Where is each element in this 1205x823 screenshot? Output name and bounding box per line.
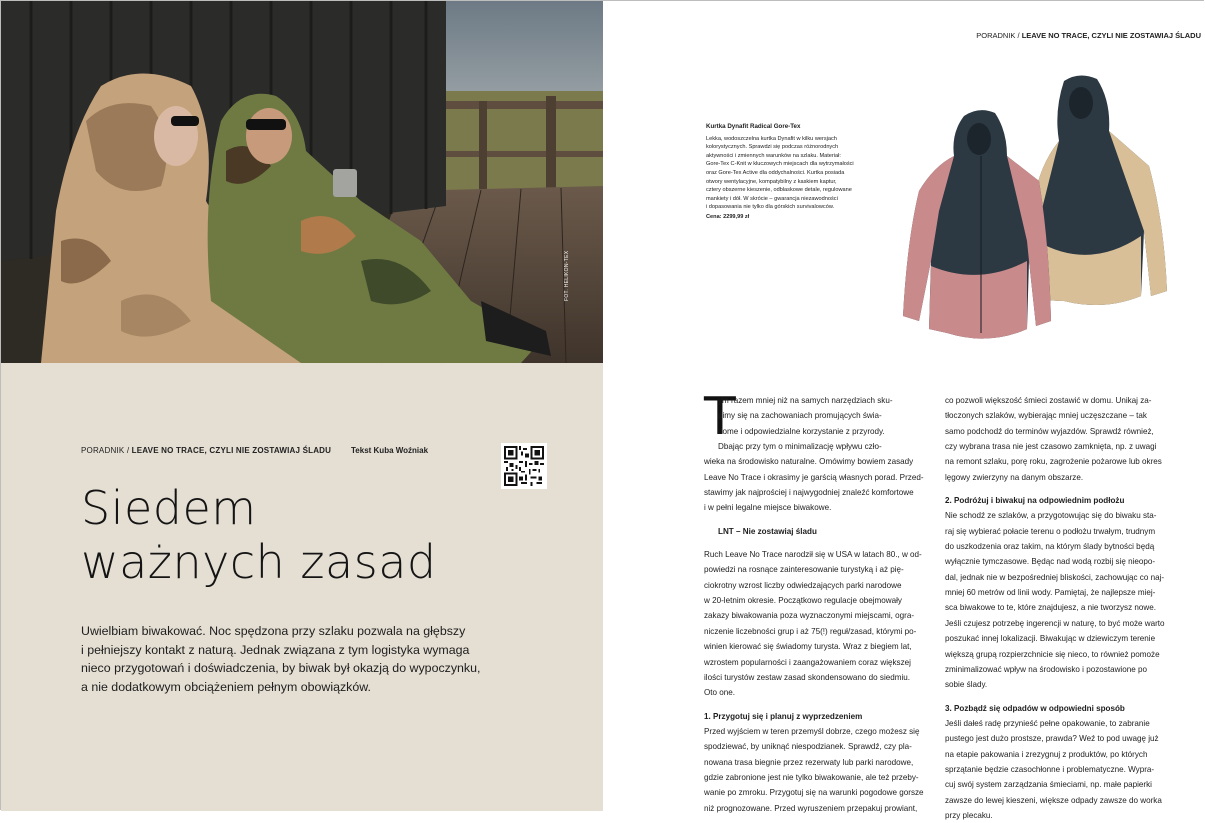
body-text-line: na remont szlaku, porę roku, zagrożenie pożarowe lub okres xyxy=(945,457,1162,467)
paragraph-gap xyxy=(945,693,1175,701)
article-lead xyxy=(81,622,521,696)
body-text-line: przy plecaku. xyxy=(945,810,993,820)
article-column-1 xyxy=(704,387,934,816)
body-text-line: w 20-letnim okresie. Początkowo regulacje obejmowały xyxy=(704,596,902,606)
kicker-section: PORADNIK xyxy=(81,446,125,455)
author-byline: Tekst Kuba Woźniak xyxy=(351,446,429,455)
section-heading: LNT – Nie zostawiaj śladu xyxy=(718,526,817,536)
lead-line: i pełniejszy kontakt z naturą. Jednak związana z tym logistyka wymaga xyxy=(81,642,470,657)
qr-code-icon xyxy=(504,446,544,486)
body-text-line: gdzie zabronione jest nie tylko biwakowanie, ale też przeby- xyxy=(704,772,919,782)
body-text-line: co pozwoli większość śmieci zostawić w domu. Unikaj za- xyxy=(945,396,1152,405)
body-text-line: lęgowy zwierzyny na danym obszarze. xyxy=(945,472,1084,482)
body-text-line: stawimy jak najprościej i najwygodniej znaleźć komfortowe xyxy=(704,488,914,498)
body-text-line: wieka na środowisko naturalne. Omówimy bowiem zasady xyxy=(704,457,914,467)
left-page xyxy=(1,1,603,811)
article-column-2 xyxy=(945,393,1175,823)
body-text-line: ciokrotny wzrost liczby odwiedzających parki narodowe xyxy=(704,580,902,590)
product-desc-line: i dopasowania nie tylko dla górskich survivalowców. xyxy=(706,204,835,211)
body-text-line: wzrostem popularności i zaangażowaniem coraz większej xyxy=(704,657,911,667)
lead-line: Uwielbiam biwakować. Noc spędzona przy szlaku pozwala na głębszy xyxy=(81,624,466,638)
paragraph-gap xyxy=(704,701,934,709)
product-desc-line: Lekka, wodoszczelna kurtka Dynafit w kilku wersjach xyxy=(706,135,837,142)
body-text-line: sca biwakowe to te, które znajdujesz, a nie tworzysz nowe. xyxy=(945,603,1156,613)
product-title: Kurtka Dynafit Radical Gore-Tex xyxy=(706,123,801,130)
section-heading: 1. Przygotuj się i planuj z wyprzedzeniem xyxy=(704,711,863,721)
section-kicker xyxy=(81,446,331,455)
body-text-line: dome i odpowiedzialne korzystanie z przyrody. xyxy=(718,426,885,436)
body-text-line: poszukać innej lokalizacji. Biwakując w dziewiczym terenie xyxy=(945,634,1156,644)
body-text-line: Leave No Trace i okrasimy je garścią własnych porad. Przed- xyxy=(704,472,924,482)
kicker-separator: / xyxy=(124,446,132,455)
body-text-line: do uszkodzenia oraz takim, na którym ślady bytności będą xyxy=(945,542,1155,552)
kicker-topic: LEAVE NO TRACE, CZYLI NIE ZOSTAWIAJ ŚLADU xyxy=(131,446,332,455)
jacket-front xyxy=(903,110,1051,339)
body-text-line: nowana trasa biegnie przez rezerwaty lub parki narodowe, xyxy=(704,757,914,767)
body-text-line: cuj swój system zarządzania śmieciami, np. małe papierki xyxy=(945,780,1152,790)
body-text-line: Nie schodź ze szlaków, a przygotowując się do biwaku sta- xyxy=(945,511,1157,521)
body-text-line: niż prognozowane. Przed wyruszeniem przepakuj prowiant, xyxy=(704,803,918,813)
body-text-line: mniej 60 metrów od linii wody. Pamiętaj, że najlepsze miej- xyxy=(945,588,1156,598)
product-desc-line: cztery obszerne kieszenie, odblaskowe detale, regulowane xyxy=(706,187,852,194)
body-text-line: tłoczonych szlaków, wybierając mniej uczęszczane – tak xyxy=(945,411,1147,421)
campers-photo xyxy=(1,1,603,363)
lead-line: a nie dodatkowym obciążeniem pełnym obowiązków. xyxy=(81,679,371,694)
running-header xyxy=(976,31,1201,40)
body-text-line: sobie ślady. xyxy=(945,680,988,690)
headline-line: ważnych zasad xyxy=(81,535,437,589)
body-text-line: większą grupą rozpierzchnicie się nieco, to również pomoże xyxy=(945,649,1160,659)
body-text-line: samo podchodź do terminów wyjazdów. Sprawdź również, xyxy=(945,426,1154,436)
section-heading: 2. Podróżuj i biwakuj na odpowiednim podłożu xyxy=(945,496,1125,506)
header-topic: LEAVE NO TRACE, CZYLI NIE ZOSTAWIAJ ŚLADU xyxy=(1021,31,1201,40)
header-separator: / xyxy=(1015,31,1022,40)
product-desc-line: aktywności i zmiennych warunków na szlaku. Materiał: xyxy=(706,152,841,159)
body-text-line: winien kierować się świadomy turysta. Wraz z biegiem lat, xyxy=(704,642,912,652)
body-text-line: Jeśli czujesz potrzebę ingerencji w naturę, to być może warto xyxy=(945,618,1165,628)
paragraph-gap xyxy=(704,539,934,547)
body-text-line: Oto one. xyxy=(704,688,736,698)
paragraph-gap xyxy=(704,516,934,524)
product-desc-line: Gore-Tex C-Knit w kluczowych miejscach dla wytrzymałości xyxy=(706,161,854,168)
product-box xyxy=(706,123,891,222)
campers-photo-illustration xyxy=(1,1,603,363)
photo-credit: FOT. HELIKON-TEX xyxy=(564,250,570,301)
body-text-line: zawsze do lewej kieszeni, większe odpady zawsze do worka xyxy=(945,795,1162,805)
body-text-line: wanie po zmroku. Przygotuj się na warunki pogodowe gorsze xyxy=(704,788,924,798)
product-price: Cena: 2299,99 zł xyxy=(706,213,750,220)
jacket-back xyxy=(1034,75,1167,305)
body-text-line: dal, jednak nie w bezpośredniej bliskości, zachowując co naj- xyxy=(945,572,1165,582)
article-headline xyxy=(81,481,541,589)
header-section: PORADNIK xyxy=(976,31,1016,40)
body-text-line: Jeśli dałeś radę przynieść pełne opakowanie, to zabranie xyxy=(945,718,1150,728)
body-text-line: niczenie liczebności grup i aż 75(!) reguł/zasad, którymi po- xyxy=(704,626,917,636)
product-desc-line: oraz Gore-Tex Active dla oddychalności. Kurtka posiada xyxy=(706,169,845,176)
body-text-line: zminimalizować wpływ na środowisko i pozostawione po xyxy=(945,664,1147,674)
body-text-line: Przed wyjściem w teren przemyśl dobrze, czego możesz się xyxy=(704,726,920,736)
body-text-line: czy wybrana trasa nie jest czasowo zamknięta, np. z uwagi xyxy=(945,442,1157,452)
right-page xyxy=(603,1,1205,820)
body-text-line: pimy się na zachowaniach promujących świa- xyxy=(718,411,882,421)
body-text-line: powiedzi na rosnące zainteresowanie turystyką i aż pię- xyxy=(704,565,904,575)
product-desc-line: kolorystycznych. Sprawdzi się podczas różnorodnych xyxy=(706,144,839,151)
drop-cap: T xyxy=(704,387,736,447)
body-text-line: i w pełni legalne miejsce biwakowe. xyxy=(704,503,832,513)
body-text-line: Dbając przy tym o minimalizację wpływu czło- xyxy=(718,442,882,452)
body-text-line: zakazy biwakowania poza wyznaczonymi miejscami, ogra- xyxy=(704,611,915,621)
body-text-line: sprzątanie będzie czasochłonne i problematyczne. Wypra- xyxy=(945,764,1155,774)
body-text-line: pustego jest dużo prostsze, prawda? Weź to pod uwagę już xyxy=(945,734,1159,744)
jackets-image xyxy=(889,71,1179,341)
body-text-line: Ruch Leave No Trace narodził się w USA w latach 80., w od- xyxy=(704,550,922,560)
lead-line: nieco przygotowań i doświadczenia, by biwak był okazją do wypoczynku, xyxy=(81,661,481,676)
paragraph-gap xyxy=(945,485,1175,493)
body-text-line: spodziewać, by uniknąć niespodzianek. Sprawdź, czy pla- xyxy=(704,742,912,752)
body-text-line: na etapie pakowania i zrezygnuj z produktów, po których xyxy=(945,749,1148,759)
body-text-line: ilości turystów zestaw zasad skondensowano do siedmiu. xyxy=(704,672,911,682)
product-desc-line: mankiety i dół. W skrócie – gwarancja niezawodności xyxy=(706,195,838,202)
headline-line: Siedem xyxy=(81,481,257,535)
product-desc-line: otwory wentylacyjne, kompatybilny z kaskiem kaptur, xyxy=(706,178,837,185)
section-heading: 3. Pozbądź się odpadów w odpowiedni sposób xyxy=(945,703,1125,713)
body-text-line: ym razem mniej niż na samych narzędziach sku- xyxy=(718,396,893,405)
body-text-line: wyłącznie tymczasowe. Będąc nad wodą rozbij się nieopo- xyxy=(945,557,1156,567)
body-text-line: raj się wybierać połacie terenu o podłożu trwałym, trudnym xyxy=(945,526,1156,536)
